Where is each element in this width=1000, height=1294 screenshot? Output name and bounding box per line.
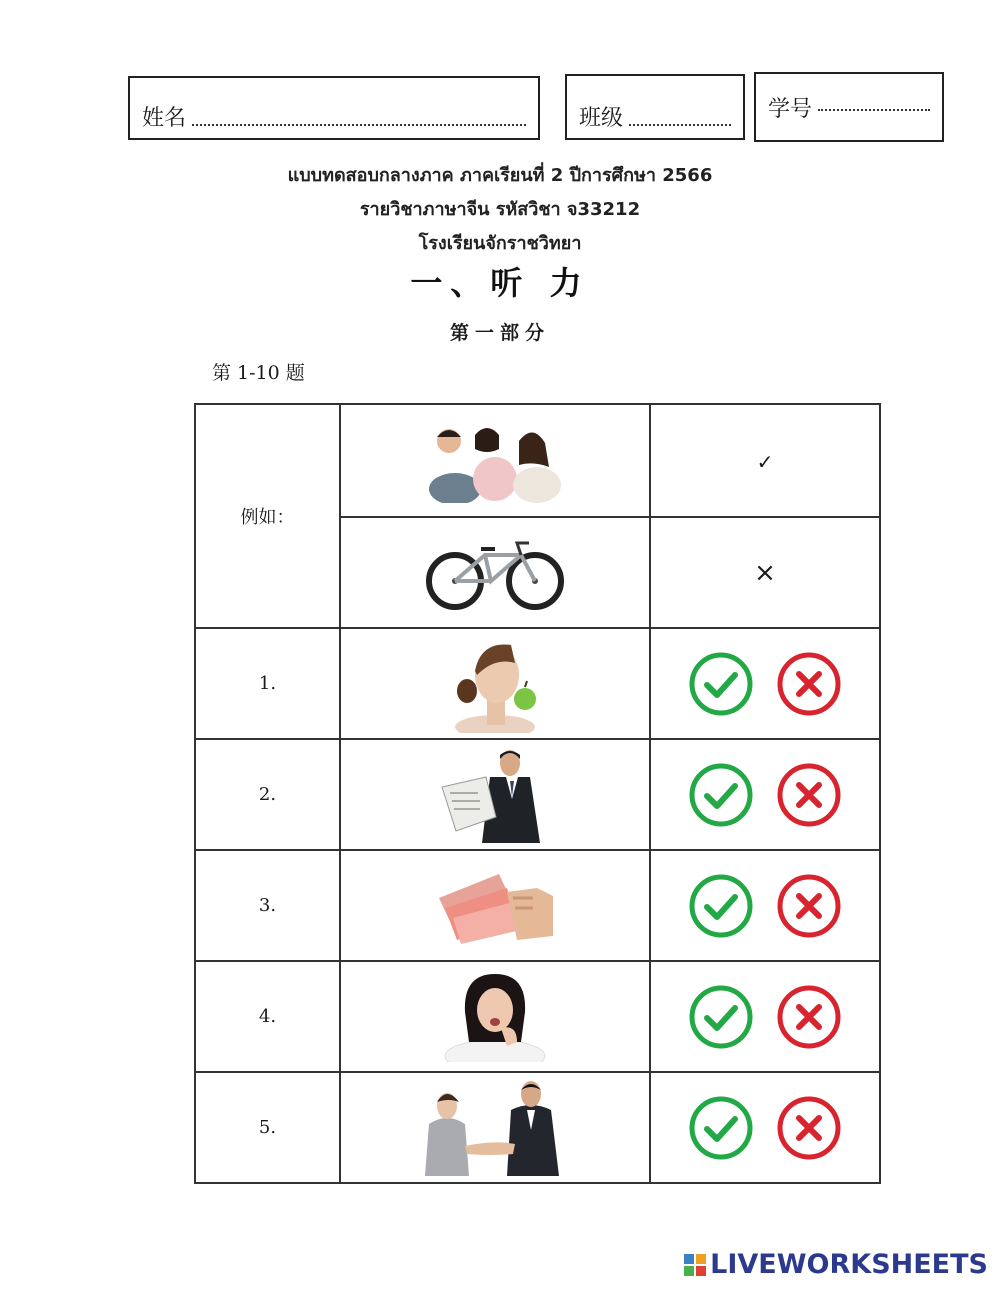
wrong-button[interactable] (776, 873, 842, 939)
checkmark: ✓ (756, 449, 774, 474)
question-number: 4. (258, 1006, 277, 1027)
question-image-cell (340, 850, 650, 961)
name-label: 姓名 (142, 106, 187, 131)
question-image-cell (340, 1072, 650, 1183)
logo-text: LIVEWORKSHEETS (710, 1249, 988, 1280)
answer-cell (650, 739, 880, 850)
question-image-cell (340, 739, 650, 850)
answer-cell (650, 1072, 880, 1183)
wrong-button[interactable] (776, 1095, 842, 1161)
bicycle-photo (425, 535, 565, 611)
handshake-photo (425, 1080, 565, 1176)
example-label: 例如： (240, 507, 295, 528)
exam-title-line2: รายวิชาภาษาจีน รหัสวิชา จ33212 (359, 199, 641, 220)
correct-button[interactable] (688, 984, 754, 1050)
correct-button[interactable] (688, 873, 754, 939)
question-number-cell (195, 628, 340, 739)
question-number-cell (195, 739, 340, 850)
question-number-cell (195, 1072, 340, 1183)
question-number-cell (195, 850, 340, 961)
question-range: 第 1-10 题 (212, 362, 305, 384)
example-image-cell (340, 404, 650, 517)
name-field[interactable] (128, 76, 540, 140)
question-row (195, 961, 880, 1072)
student-number-dotted-line (818, 109, 930, 111)
student-number-field[interactable] (754, 72, 944, 142)
class-field[interactable] (565, 74, 745, 140)
family-photo (425, 419, 565, 503)
example-mark-cell (650, 404, 880, 517)
question-number: 5. (258, 1117, 277, 1138)
woman-toothache-photo (443, 972, 547, 1062)
example-row (195, 404, 880, 517)
question-number: 1. (258, 673, 277, 694)
name-dotted-line (192, 124, 526, 126)
question-image-cell (340, 961, 650, 1072)
question-row (195, 739, 880, 850)
question-row (195, 1072, 880, 1183)
woman-eating-apple-photo (445, 635, 545, 733)
example-image-cell (340, 517, 650, 628)
correct-button[interactable] (688, 651, 754, 717)
class-label: 班级 (579, 106, 624, 131)
exam-title-line3: โรงเรียนจักราชวิทยา (418, 233, 582, 254)
correct-button[interactable] (688, 1095, 754, 1161)
listening-table (194, 403, 881, 1184)
section-title: 一、听 力 (410, 264, 590, 302)
answer-cell (650, 628, 880, 739)
question-number: 2. (258, 784, 277, 805)
wrong-button[interactable] (776, 762, 842, 828)
question-row (195, 628, 880, 739)
part-title: 第一部分 (449, 322, 550, 344)
answer-cell (650, 850, 880, 961)
correct-button[interactable] (688, 762, 754, 828)
wrong-button[interactable] (776, 651, 842, 717)
exam-title-line1: แบบทดสอบกลางภาค ภาคเรียนที่ 2 ปีการศึกษา 2566 (287, 165, 713, 186)
question-number-cell (195, 961, 340, 1072)
example-mark-cell (650, 517, 880, 628)
class-dotted-line (629, 124, 731, 126)
question-number: 3. (258, 895, 277, 916)
wrong-button[interactable] (776, 984, 842, 1050)
man-reading-newspaper-photo (440, 747, 550, 843)
logo-icon (684, 1254, 706, 1276)
question-row (195, 850, 880, 961)
example-label-cell (195, 404, 340, 628)
student-number-label: 学号 (768, 96, 813, 122)
cross-mark: × (754, 557, 776, 588)
hand-with-money-photo (437, 868, 553, 944)
question-image-cell (340, 628, 650, 739)
answer-cell (650, 961, 880, 1072)
liveworksheets-logo (684, 1249, 988, 1280)
